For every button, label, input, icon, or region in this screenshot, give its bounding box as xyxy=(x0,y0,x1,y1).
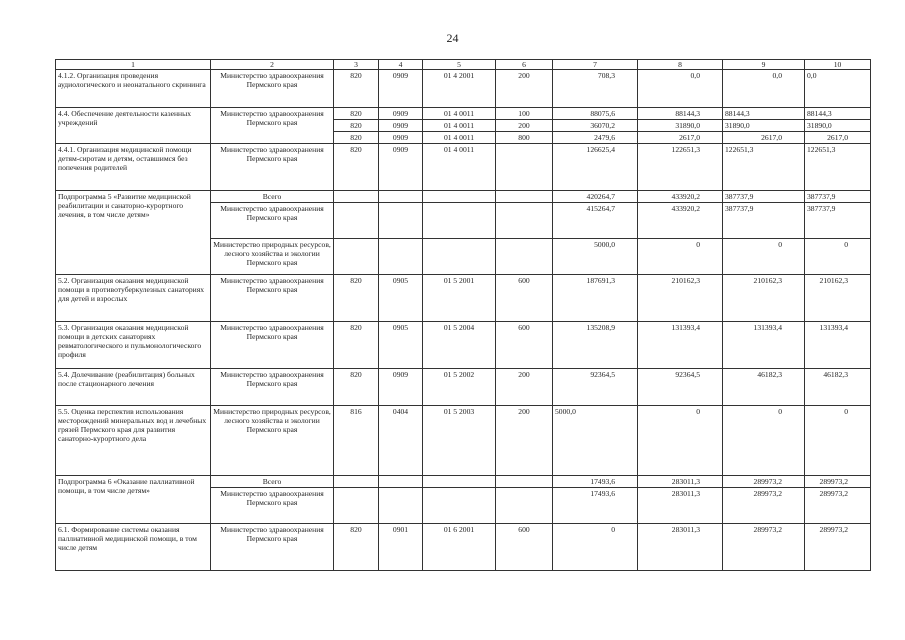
cell-section: 0909 xyxy=(379,70,423,108)
cell-empty xyxy=(423,476,496,488)
row-name: 4.1.2. Организация проведения аудиологического и неонатального скрининга xyxy=(56,70,211,108)
table-row xyxy=(56,524,871,571)
cell-grbs: 820 xyxy=(334,369,379,406)
row-name: Подпрограмма 5 «Развитие медицинской реабилитации и санаторно-курортного лечения, в том числе детям» xyxy=(56,191,211,275)
cell-empty xyxy=(379,488,423,524)
cell-target: 01 6 2001 xyxy=(423,524,496,571)
row-org: Министерство здравоохранения Пермского края xyxy=(211,144,334,191)
cell-value: 0 xyxy=(805,239,871,275)
row-org: Министерство здравоохранения Пермского края xyxy=(211,488,334,524)
cell-value: 122651,3 xyxy=(638,144,723,191)
cell-target: 01 4 0011 xyxy=(423,120,496,132)
cell-value: 5000,0 xyxy=(553,406,638,476)
cell-value: 31890,0 xyxy=(638,120,723,132)
header-cell: 9 xyxy=(723,60,805,70)
cell-expense: 600 xyxy=(496,322,553,369)
cell-value: 210162,3 xyxy=(723,275,805,322)
header-cell: 6 xyxy=(496,60,553,70)
cell-value: 126625,4 xyxy=(553,144,638,191)
cell-value: 46182,3 xyxy=(805,369,871,406)
cell-value: 289973,2 xyxy=(805,476,871,488)
cell-expense: 600 xyxy=(496,524,553,571)
row-org: Министерство природных ресурсов, лесного хозяйства и экологии Пермского края xyxy=(211,406,334,476)
cell-expense: 600 xyxy=(496,275,553,322)
cell-empty xyxy=(379,191,423,203)
cell-empty xyxy=(379,476,423,488)
row-name: 5.5. Оценка перспектив использования месторождений минеральных вод и лечебных грязей Пермского края для развития санаторно-курортного дела xyxy=(56,406,211,476)
header-cell: 4 xyxy=(379,60,423,70)
cell-expense: 200 xyxy=(496,369,553,406)
cell-value: 17493,6 xyxy=(553,488,638,524)
cell-value: 17493,6 xyxy=(553,476,638,488)
cell-section: 0909 xyxy=(379,369,423,406)
table-row xyxy=(56,406,871,476)
cell-expense: 200 xyxy=(496,406,553,476)
cell-value: 2479,6 xyxy=(553,132,638,144)
cell-value: 31890,0 xyxy=(805,120,871,132)
cell-value: 36070,2 xyxy=(553,120,638,132)
cell-empty xyxy=(379,203,423,239)
row-name: 5.3. Организация оказания медицинской помощи в детских санаториях ревматологического и пульмонологического профиля xyxy=(56,322,211,369)
row-org: Всего xyxy=(211,476,334,488)
cell-target: 01 5 2004 xyxy=(423,322,496,369)
cell-empty xyxy=(379,239,423,275)
header-cell: 10 xyxy=(805,60,871,70)
cell-empty xyxy=(334,203,379,239)
cell-value: 46182,3 xyxy=(723,369,805,406)
cell-empty xyxy=(496,476,553,488)
row-org: Министерство здравоохранения Пермского края xyxy=(211,322,334,369)
cell-value: 0 xyxy=(638,406,723,476)
table-row xyxy=(56,275,871,322)
cell-value: 708,3 xyxy=(553,70,638,108)
cell-value: 0,0 xyxy=(638,70,723,108)
budget-table xyxy=(55,59,871,571)
row-org: Министерство здравоохранения Пермского края xyxy=(211,275,334,322)
cell-value: 0 xyxy=(723,406,805,476)
cell-value: 387737,9 xyxy=(723,191,805,203)
cell-empty xyxy=(423,203,496,239)
row-org: Министерство здравоохранения Пермского края xyxy=(211,108,334,144)
cell-value: 289973,2 xyxy=(805,488,871,524)
cell-section: 0905 xyxy=(379,275,423,322)
cell-value: 387737,9 xyxy=(723,203,805,239)
row-org: Министерство здравоохранения Пермского края xyxy=(211,203,334,239)
cell-empty xyxy=(423,239,496,275)
header-cell: 3 xyxy=(334,60,379,70)
table-row xyxy=(56,322,871,369)
cell-value: 92364,5 xyxy=(638,369,723,406)
cell-value: 433920,2 xyxy=(638,191,723,203)
cell-empty xyxy=(334,239,379,275)
cell-value: 0 xyxy=(638,239,723,275)
cell-value: 2617,0 xyxy=(638,132,723,144)
cell-value: 2617,0 xyxy=(723,132,805,144)
cell-value: 387737,9 xyxy=(805,203,871,239)
cell-expense: 100 xyxy=(496,108,553,120)
cell-value: 387737,9 xyxy=(805,191,871,203)
row-org: Всего xyxy=(211,191,334,203)
cell-value: 283011,3 xyxy=(638,476,723,488)
cell-value: 131393,4 xyxy=(638,322,723,369)
cell-grbs: 820 xyxy=(334,524,379,571)
row-org: Министерство здравоохранения Пермского края xyxy=(211,70,334,108)
cell-empty xyxy=(334,191,379,203)
cell-grbs: 820 xyxy=(334,132,379,144)
cell-expense: 200 xyxy=(496,70,553,108)
cell-value: 420264,7 xyxy=(553,191,638,203)
cell-expense: 800 xyxy=(496,132,553,144)
cell-section: 0909 xyxy=(379,108,423,120)
cell-value: 2617,0 xyxy=(805,132,871,144)
table-row xyxy=(56,476,871,488)
cell-target: 01 4 0011 xyxy=(423,108,496,120)
table-row xyxy=(56,369,871,406)
cell-expense: 200 xyxy=(496,120,553,132)
cell-empty xyxy=(496,191,553,203)
row-name: 6.1. Формирование системы оказания паллиативной медицинской помощи, в том числе детям xyxy=(56,524,211,571)
cell-grbs: 820 xyxy=(334,108,379,120)
cell-value: 131393,4 xyxy=(805,322,871,369)
row-org: Министерство здравоохранения Пермского края xyxy=(211,369,334,406)
cell-value: 289973,2 xyxy=(723,488,805,524)
cell-empty xyxy=(496,203,553,239)
cell-value: 88144,3 xyxy=(723,108,805,120)
cell-expense xyxy=(496,144,553,191)
row-name: 5.4. Долечивание (реабилитация) больных после стационарного лечения xyxy=(56,369,211,406)
row-name: 5.2. Организация оказания медицинской помощи в противотуберкулезных санаториях для детей и взрослых xyxy=(56,275,211,322)
header-cell: 1 xyxy=(56,60,211,70)
cell-value: 92364,5 xyxy=(553,369,638,406)
table-row xyxy=(56,144,871,191)
cell-value: 88075,6 xyxy=(553,108,638,120)
row-org: Министерство природных ресурсов, лесного хозяйства и экологии Пермского края xyxy=(211,239,334,275)
cell-empty xyxy=(496,488,553,524)
cell-value: 88144,3 xyxy=(638,108,723,120)
cell-section: 0404 xyxy=(379,406,423,476)
cell-value: 31890,0 xyxy=(723,120,805,132)
cell-value: 88144,3 xyxy=(805,108,871,120)
cell-target: 01 4 0011 xyxy=(423,144,496,191)
table-row xyxy=(56,108,871,120)
cell-value: 135208,9 xyxy=(553,322,638,369)
row-org: Министерство здравоохранения Пермского края xyxy=(211,524,334,571)
cell-value: 122651,3 xyxy=(805,144,871,191)
cell-target: 01 4 0011 xyxy=(423,132,496,144)
header-cell: 7 xyxy=(553,60,638,70)
cell-value: 0,0 xyxy=(805,70,871,108)
cell-grbs: 820 xyxy=(334,275,379,322)
cell-grbs: 820 xyxy=(334,70,379,108)
cell-value: 433920,2 xyxy=(638,203,723,239)
header-cell: 2 xyxy=(211,60,334,70)
cell-section: 0909 xyxy=(379,144,423,191)
cell-grbs: 820 xyxy=(334,144,379,191)
cell-empty xyxy=(423,488,496,524)
cell-empty xyxy=(334,476,379,488)
row-name: 4.4. Обеспечение деятельности казенных учреждений xyxy=(56,108,211,144)
cell-value: 0,0 xyxy=(723,70,805,108)
cell-target: 01 5 2003 xyxy=(423,406,496,476)
page-number: 24 xyxy=(446,31,459,45)
cell-value: 289973,2 xyxy=(805,524,871,571)
table-row xyxy=(56,191,871,203)
cell-grbs: 820 xyxy=(334,322,379,369)
cell-value: 289973,2 xyxy=(723,524,805,571)
cell-value: 210162,3 xyxy=(638,275,723,322)
cell-value: 289973,2 xyxy=(723,476,805,488)
cell-target: 01 4 2001 xyxy=(423,70,496,108)
cell-value: 122651,3 xyxy=(723,144,805,191)
cell-section: 0901 xyxy=(379,524,423,571)
cell-value: 0 xyxy=(805,406,871,476)
cell-value: 187691,3 xyxy=(553,275,638,322)
cell-empty xyxy=(423,191,496,203)
cell-empty xyxy=(496,239,553,275)
table-row xyxy=(56,70,871,108)
cell-section: 0905 xyxy=(379,322,423,369)
cell-value: 283011,3 xyxy=(638,488,723,524)
cell-value: 131393,4 xyxy=(723,322,805,369)
cell-value: 0 xyxy=(553,524,638,571)
cell-target: 01 5 2001 xyxy=(423,275,496,322)
row-name: 4.4.1. Организация медицинской помощи детям-сиротам и детям, оставшимся без попечения родителей xyxy=(56,144,211,191)
cell-target: 01 5 2002 xyxy=(423,369,496,406)
cell-value: 415264,7 xyxy=(553,203,638,239)
row-name: Подпрограмма 6 «Оказание паллиативной помощи, в том числе детям» xyxy=(56,476,211,524)
cell-value: 283011,3 xyxy=(638,524,723,571)
cell-grbs: 816 xyxy=(334,406,379,476)
cell-value: 210162,3 xyxy=(805,275,871,322)
cell-value: 0 xyxy=(723,239,805,275)
header-row xyxy=(56,60,871,70)
cell-section: 0909 xyxy=(379,120,423,132)
cell-value: 5000,0 xyxy=(553,239,638,275)
cell-empty xyxy=(334,488,379,524)
header-cell: 5 xyxy=(423,60,496,70)
cell-section: 0909 xyxy=(379,132,423,144)
header-cell: 8 xyxy=(638,60,723,70)
cell-grbs: 820 xyxy=(334,120,379,132)
